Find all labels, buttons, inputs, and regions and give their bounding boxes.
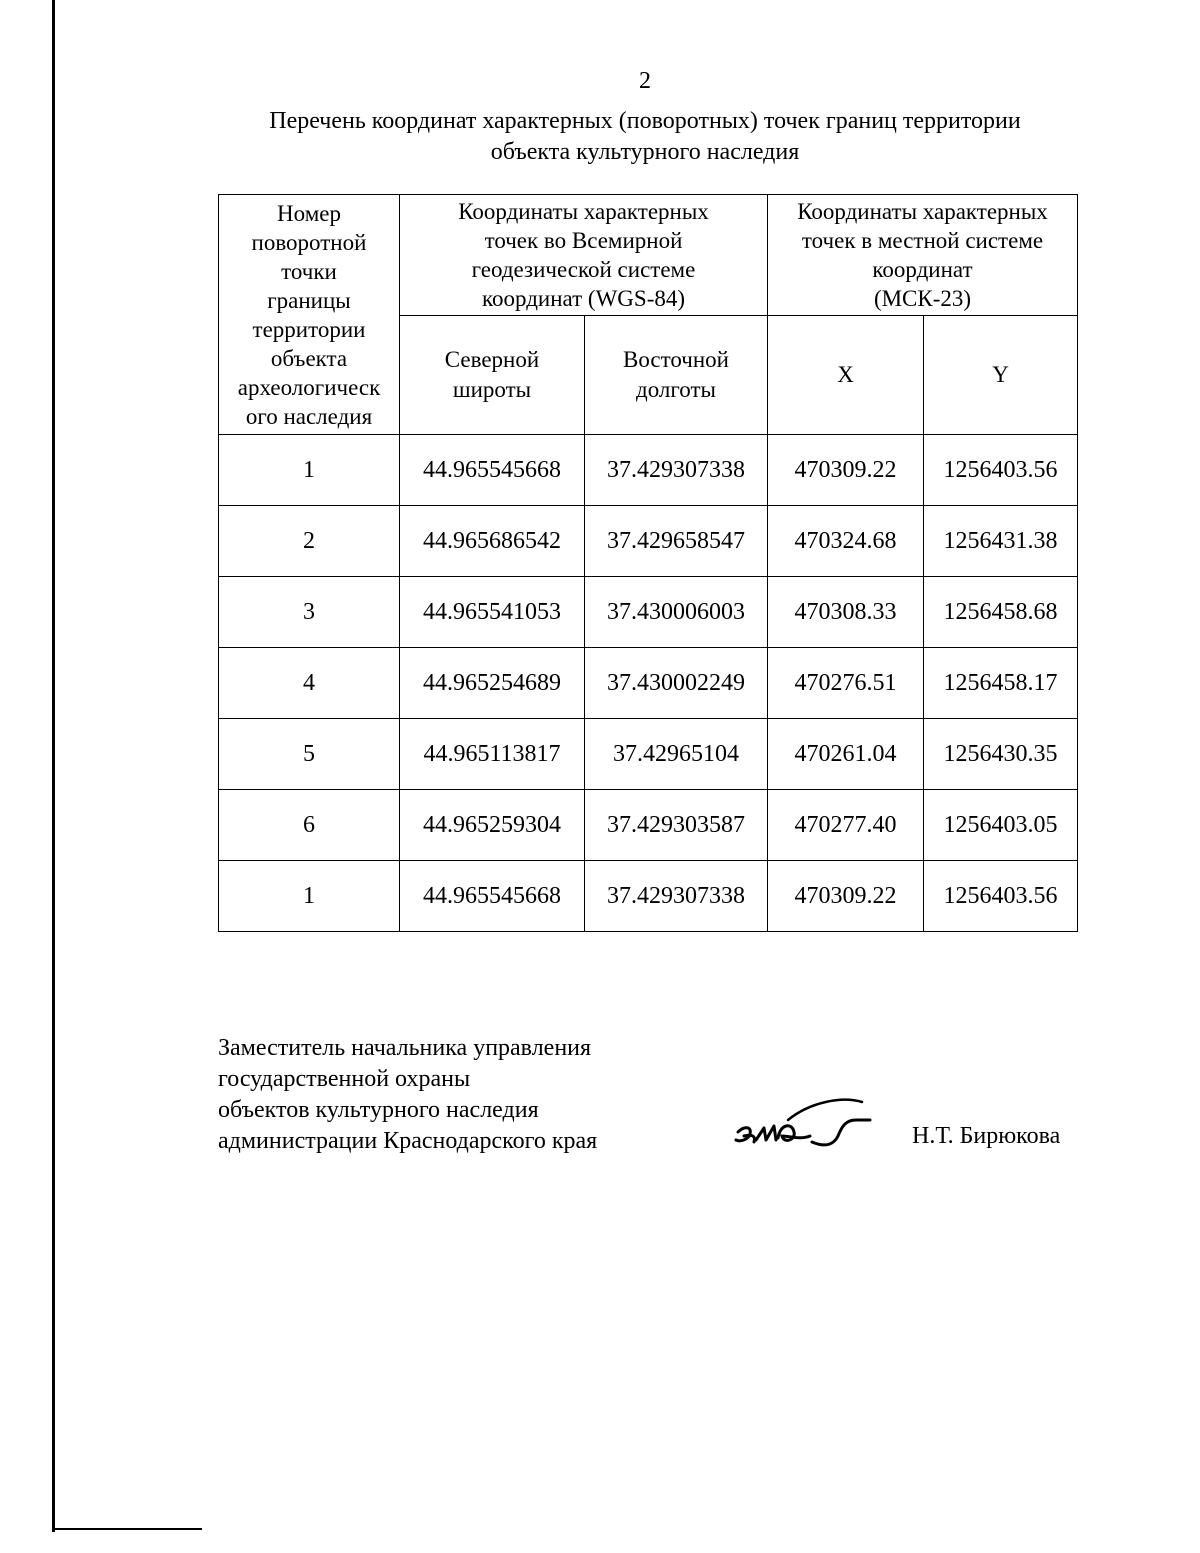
cell-y: 1256430.35	[924, 719, 1078, 790]
handwritten-signature	[730, 1090, 890, 1165]
table-row	[219, 577, 1078, 648]
cell-y: 1256458.68	[924, 577, 1078, 648]
header-latitude: Северной широты	[400, 316, 585, 435]
title-line-1: Перечень координат характерных (поворотных) точек границ территории	[269, 108, 1021, 134]
cell-x: 470277.40	[768, 790, 924, 861]
header-wgs84-group: Координаты характерных точек во Всемирной геодезической системе координат (WGS-84)	[400, 195, 768, 316]
cell-latitude: 44.965259304	[400, 790, 585, 861]
table-row	[219, 719, 1078, 790]
cell-point: 4	[219, 648, 400, 719]
cell-y: 1256403.56	[924, 861, 1078, 932]
cell-x: 470308.33	[768, 577, 924, 648]
cell-x: 470324.68	[768, 506, 924, 577]
cell-point: 6	[219, 790, 400, 861]
table-row	[219, 790, 1078, 861]
header-x: X	[768, 316, 924, 435]
cell-latitude: 44.965254689	[400, 648, 585, 719]
cell-point: 2	[219, 506, 400, 577]
header-msk23-group: Координаты характерных точек в местной системе координат (МСК-23)	[768, 195, 1078, 316]
left-margin-rule	[52, 0, 55, 1532]
position-line: Заместитель начальника управления	[218, 1035, 592, 1061]
cell-point: 1	[219, 861, 400, 932]
cell-point: 3	[219, 577, 400, 648]
cell-x: 470309.22	[768, 435, 924, 506]
cell-longitude: 37.429303587	[585, 790, 768, 861]
signer-name: Н.Т. Бирюкова	[912, 1123, 1061, 1149]
cell-longitude: 37.42965104	[585, 719, 768, 790]
signer-position	[218, 1033, 597, 1157]
coordinates-table	[218, 194, 1078, 932]
cell-latitude: 44.965113817	[400, 719, 585, 790]
position-line: объектов культурного наследия	[218, 1097, 539, 1123]
cell-longitude: 37.430002249	[585, 648, 768, 719]
cell-latitude: 44.965545668	[400, 861, 585, 932]
cell-x: 470261.04	[768, 719, 924, 790]
header-point-number: Номер поворотной точки границы территории объекта археологическ ого наследия	[219, 195, 400, 435]
page-number: 2	[639, 68, 651, 94]
cell-longitude: 37.429658547	[585, 506, 768, 577]
cell-y: 1256403.56	[924, 435, 1078, 506]
cell-longitude: 37.429307338	[585, 861, 768, 932]
cell-x: 470276.51	[768, 648, 924, 719]
table-row	[219, 648, 1078, 719]
cell-y: 1256458.17	[924, 648, 1078, 719]
cell-y: 1256431.38	[924, 506, 1078, 577]
cell-y: 1256403.05	[924, 790, 1078, 861]
cell-longitude: 37.430006003	[585, 577, 768, 648]
cell-point: 5	[219, 719, 400, 790]
table-row	[219, 435, 1078, 506]
bottom-margin-rule	[52, 1528, 202, 1530]
header-y: Y	[924, 316, 1078, 435]
cell-point: 1	[219, 435, 400, 506]
cell-longitude: 37.429307338	[585, 435, 768, 506]
cell-x: 470309.22	[768, 861, 924, 932]
title-line-2: объекта культурного наследия	[490, 139, 800, 165]
table-row	[219, 861, 1078, 932]
cell-latitude: 44.965545668	[400, 435, 585, 506]
cell-latitude: 44.965541053	[400, 577, 585, 648]
position-line: администрации Краснодарского края	[218, 1128, 598, 1154]
cell-latitude: 44.965686542	[400, 506, 585, 577]
table-row	[219, 506, 1078, 577]
position-line: государственной охраны	[218, 1066, 471, 1092]
document-title	[200, 106, 1090, 168]
header-longitude: Восточной долготы	[585, 316, 768, 435]
